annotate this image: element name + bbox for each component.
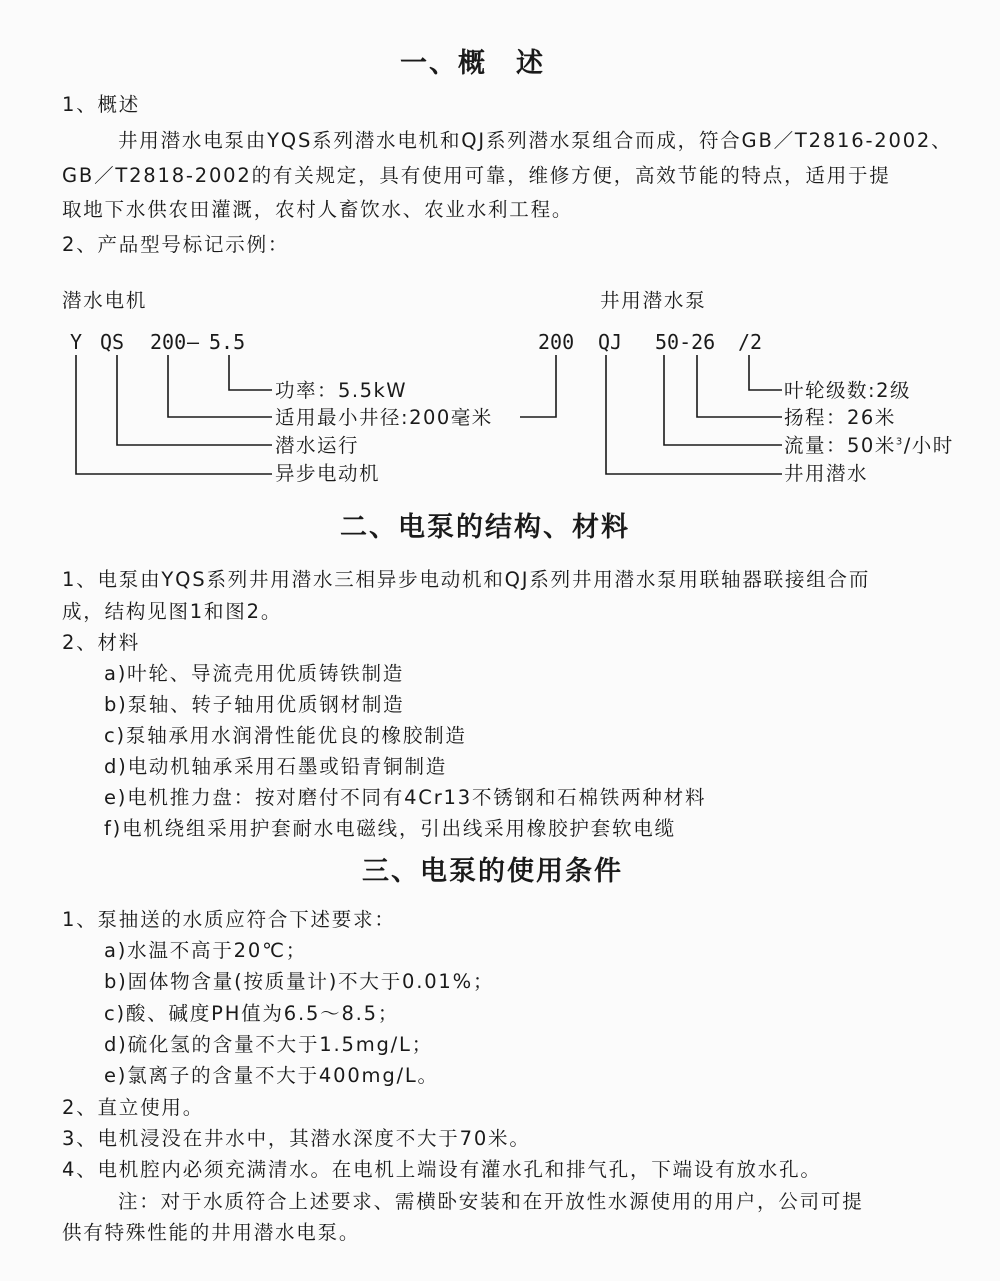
pump-line-diameter <box>520 355 556 417</box>
motor-line-submersible <box>117 355 272 445</box>
s3-item-c: c)酸、碱度PH值为6.5～8.5； <box>104 1002 400 1025</box>
pump-line-well <box>606 355 782 474</box>
pump-code-200: 200 <box>538 330 575 354</box>
s3-note-line1: 注：对于水质符合上述要求、需横卧安装和在开放性水源使用的用户，公司可提 <box>118 1190 864 1213</box>
section-2-title: 二、电泵的结构、材料 <box>340 512 630 543</box>
s2-p1-line1: 1、电泵由YQS系列井用潜水三相异步电动机和QJ系列井用潜水泵用联轴器联接组合而 <box>62 568 871 591</box>
motor-code-power: 5.5 <box>209 330 246 354</box>
motor-line-power <box>229 355 272 390</box>
section-3-title: 三、电泵的使用条件 <box>362 856 623 887</box>
pump-line-stage <box>749 355 782 390</box>
s3-p4: 4、电机腔内必须充满清水。在电机上端设有灌水孔和排气孔，下端设有放水孔。 <box>62 1158 822 1181</box>
pump-label-stage: 叶轮级数:2级 <box>784 379 911 402</box>
motor-code-dash: — <box>187 330 200 354</box>
pump-code-stage: /2 <box>738 330 763 354</box>
motor-code-200: 200 <box>150 330 187 354</box>
s1-p1-heading: 1、概述 <box>62 93 141 116</box>
pump-label-flow-unit: /小时 <box>903 434 954 457</box>
pump-code-flowhead: 50-26 <box>655 330 716 354</box>
pump-label-head: 扬程：26米 <box>784 406 896 429</box>
s1-p1-line3: 取地下水供农田灌溉，农村人畜饮水、农业水利工程。 <box>62 198 574 221</box>
motor-line-diameter <box>168 355 272 417</box>
s2-p2-heading: 2、材料 <box>62 631 141 654</box>
motor-code-qs: QS <box>100 330 125 354</box>
section-1-title: 一、概 述 <box>400 48 545 79</box>
motor-label-submersible: 潜水运行 <box>275 434 360 457</box>
s2-item-f: f)电机绕组采用护套耐水电磁线，引出线采用橡胶护套软电缆 <box>104 817 676 840</box>
motor-label-async: 异步电动机 <box>275 462 381 485</box>
s3-item-d: d)硫化氢的含量不大于1.5mg/L； <box>104 1033 434 1056</box>
s3-item-e: e)氯离子的含量不大于400mg/L。 <box>104 1064 439 1087</box>
pump-code-qj: QJ <box>598 330 623 354</box>
s1-p1-line2: GB／T2818-2002的有关规定，具有使用可靠，维修方便，高效节能的特点，适用于提 <box>62 164 891 187</box>
s3-item-b: b)固体物含量(按质量计)不大于0.01%； <box>104 970 495 993</box>
s3-item-a: a)水温不高于20℃； <box>104 939 308 962</box>
s3-note-line2: 供有特殊性能的井用潜水电泵。 <box>62 1221 361 1244</box>
motor-label-power: 功率：5.5kW <box>275 379 408 402</box>
s2-item-c: c)泵轴承用水润滑性能优良的橡胶制造 <box>104 724 467 747</box>
pump-line-flow <box>664 355 782 445</box>
pump-label-flow-text: 流量：50米 <box>784 434 896 457</box>
pump-line-head <box>697 355 782 417</box>
s2-item-a: a)叶轮、导流壳用优质铸铁制造 <box>104 662 405 685</box>
s2-item-b: b)泵轴、转子轴用优质钢材制造 <box>104 693 405 716</box>
motor-code-y: Y <box>70 330 83 354</box>
motor-line-async <box>76 355 272 474</box>
s3-p3: 3、电机浸没在井水中，其潜水深度不大于70米。 <box>62 1127 531 1150</box>
pump-label-well: 井用潜水 <box>784 462 869 485</box>
s1-p1-line1: 井用潜水电泵由YQS系列潜水电机和QJ系列潜水泵组合而成，符合GB／T2816-2002、 <box>118 129 953 152</box>
s1-p2-heading: 2、产品型号标记示例： <box>62 233 290 256</box>
motor-title: 潜水电机 <box>62 289 148 312</box>
pump-label-flow-sup: 3 <box>895 436 904 448</box>
s2-item-d: d)电动机轴承采用石墨或铅青铜制造 <box>104 755 448 778</box>
s2-p1-line2: 成，结构见图1和图2。 <box>62 600 283 623</box>
s3-p1-heading: 1、泵抽送的水质应符合下述要求： <box>62 908 396 931</box>
motor-label-diameter: 适用最小井径:200毫米 <box>275 406 493 429</box>
s3-p2: 2、直立使用。 <box>62 1096 205 1119</box>
pump-title: 井用潜水泵 <box>600 289 707 312</box>
s2-item-e: e)电机推力盘：按对磨付不同有4Cr13不锈钢和石棉铁两种材料 <box>104 786 707 809</box>
